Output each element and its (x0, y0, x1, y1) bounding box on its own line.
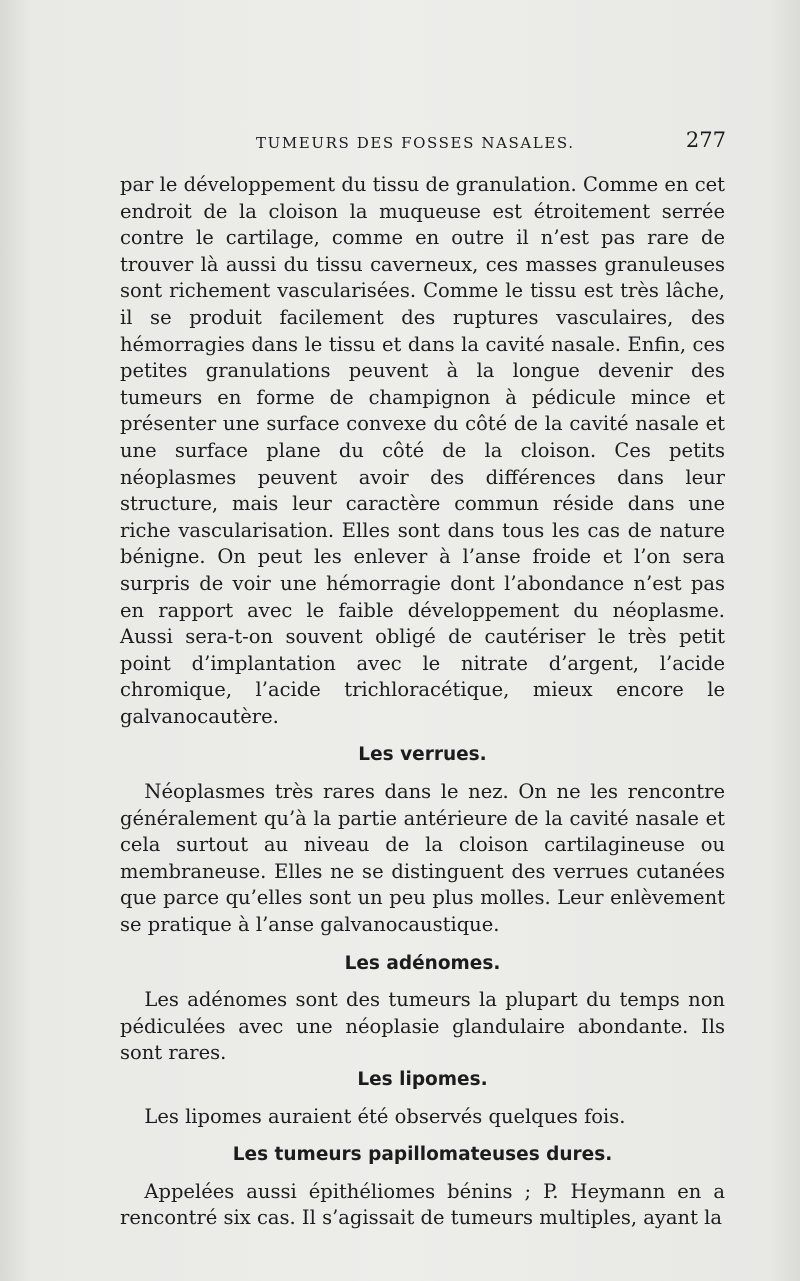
paragraph-granulations: par le développement du tissu de granulation. Comme en cet endroit de la cloison la muqueuse est étroitement serrée contre le cartilage, comme en outre il n’est pas rare de trouver là aussi du tissu caverneux, ces masses granuleuses sont richement vascularisées. Comme le tissu est très lâche, il se produit facilement des ruptures vasculaires, des hémorragies dans le tissu et dans la cavité nasale. Enfin, ces petites granulations peuvent à la longue devenir des tumeurs en forme de champignon à pédicule mince et présenter une surface convexe du côté de la cavité nasale et une surface plane du côté de la cloison. Ces petits néoplasmes peuvent avoir des différences dans leur structure, mais leur caractère commun réside dans une riche vascularisation. Elles sont dans tous les cas de nature bénigne. On peut les enlever à l’anse froide et l’on sera surpris de voir une hémorragie dont l’abondance n’est pas en rapport avec le faible développement du néoplasme. Aussi sera-t-on souvent obligé de cautériser le très petit point d’implantation avec le nitrate d’argent, l’acide chromique, l’acide trichloracétique, mieux encore le galvanocautère. (120, 173, 725, 728)
section-heading-lipomes: Les lipomes. (357, 1069, 488, 1090)
paragraph-adenomes: Les adénomes sont des tumeurs la plupart du temps non pédiculées avec une néoplasie glandulaire abondante. Ils sont rares. (120, 988, 725, 1065)
section-heading-papillomateuses: Les tumeurs papillomateuses dures. (232, 1144, 613, 1166)
page-number: 277 (685, 128, 726, 152)
paragraph-lipomes: Les lipomes auraient été observés quelques fois. (144, 1104, 626, 1128)
running-title: TUMEURS DES FOSSES NASALES. (256, 134, 575, 152)
paragraph-papillomateuses: Appelées aussi épithéliomes bénins ; P. Heymann en a rencontré six cas. Il s’agissait de tumeurs multiples, ayant la (120, 1179, 725, 1230)
page-body (120, 172, 725, 1232)
page-header (122, 128, 726, 158)
section-heading-verrues: Les verrues. (358, 744, 487, 766)
section-heading-adenomes: Les adénomes. (344, 952, 501, 974)
paragraph-verrues: Néoplasmes très rares dans le nez. On ne les rencontre généralement qu’à la partie antérieure de la cavité nasale et cela surtout au niveau de la cloison cartilagineuse ou membraneuse. Elles ne se distinguent des verrues cutanées que parce qu’elles sont un peu plus molles. Leur enlèvement se pratique à l’anse galvanocaustique. (120, 780, 725, 937)
